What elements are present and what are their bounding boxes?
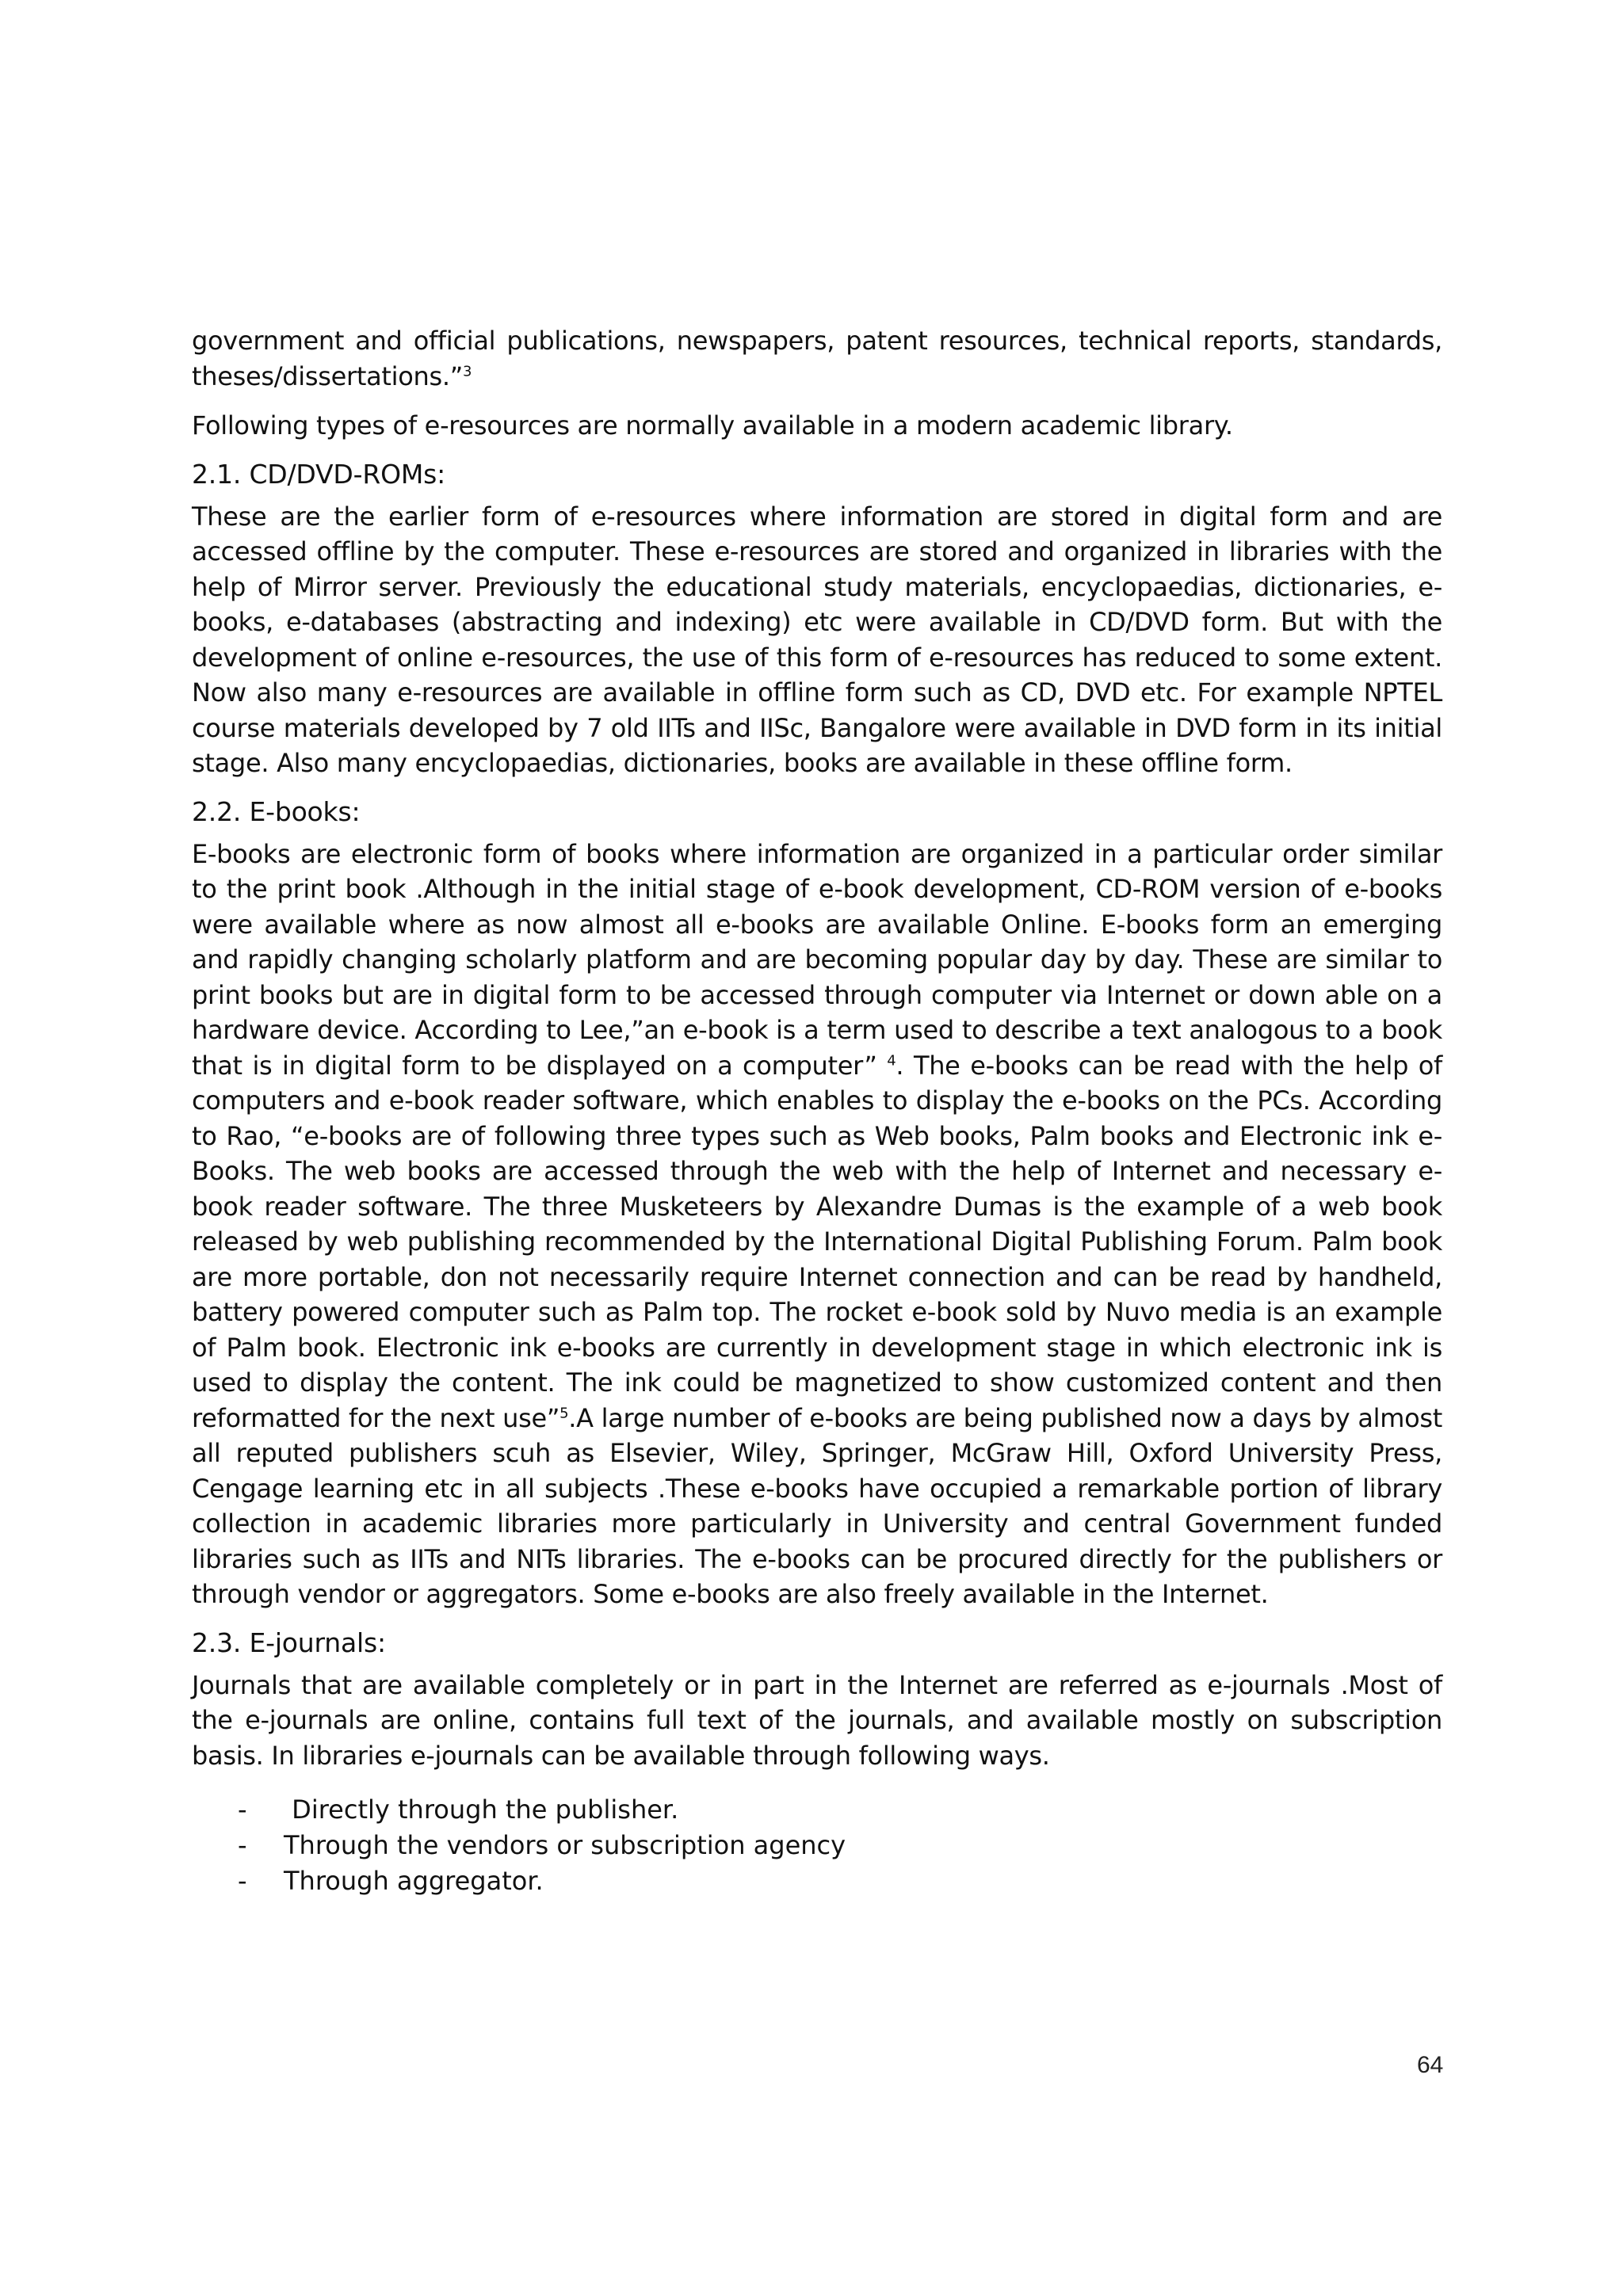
section-body-ebooks: E-books are electronic form of books where information are organized in a particular order similar to the print book .Although in the initial stage of e-book development, CD-ROM version of e-books were available where as now almost all e-books are available Online. E-books form an emerging and rapidly changing scholarly platform and are becoming popular day by day. These are similar to print books but are in digital form to be accessed through computer via Internet or down able on a hardware device. According to Lee,”an e-book is a term used to describe a text analogous to a book that is in digital form to be displayed on a computer” $^4$. The e-books can be read with the help of computers and e-book reader software, which enables to display the e-books on the PCs. According to Rao, “e-books are of following three types such as Web books, Palm books and Electronic ink e-Books. The web books are accessed through the web with the help of Internet and necessary e-book reader software. The three Musketeers by Alexandre Dumas is the example of a web book released by web publishing recommended by the International Digital Publishing Forum. Palm book are more portable, don not necessarily require Internet connection and can be read by handheld, battery powered computer such as Palm top. The rocket e-book sold by Nuvo media is an example of Palm book. Electronic ink e-books are currently in development stage in which electronic ink is used to display the content. The ink could be magnetized to show customized content and then reformatted for the next use”$^5$.A large number of e-books are being published now a days by almost all reputed publishers scuh as Elsevier, Wiley, Springer, McGraw Hill, Oxford University Press, Cengage learning etc in all subjects .These e-books have occupied a remarkable portion of library collection in academic libraries more particularly in University and central Government funded libraries such as IITs and NITs libraries. The e-books can be procured directly for the publishers or through vendor or aggregators. Some e-books are also freely available in the Internet. xyxy=(192,838,1442,1609)
list-item: - Through the vendors or subscription agency xyxy=(192,1828,1442,1863)
page-content xyxy=(192,323,1442,1899)
dash-bullet: - xyxy=(238,1830,247,1860)
footnote-ref: 3 xyxy=(463,362,472,379)
section-body-ejournals: Journals that are available completely or in part in the Internet are referred as e-journals .Most of the e-journals are online, contains full text of the journals, and available mostly on subscription basis. In libraries e-journals can be available through following ways. xyxy=(192,1669,1442,1771)
lead-paragraph: Following types of e-resources are normally available in a modern academic library. xyxy=(192,410,1233,441)
list-item: - Through aggregator. xyxy=(192,1863,1442,1899)
section-heading-cd-dvd: 2.1. CD/DVD-ROMs: xyxy=(192,458,446,490)
page-number: 64 xyxy=(1417,2052,1444,2078)
intro-paragraph: government and official publications, newspapers, patent resources, technical reports, standards, theses/dissertations.”$^3$ xyxy=(192,326,1442,391)
access-ways-list xyxy=(192,1792,1442,1899)
section-heading-ejournals: 2.3. E-journals: xyxy=(192,1627,386,1658)
footnote-ref: 4 xyxy=(887,1051,896,1069)
section-heading-ebooks: 2.2. E-books: xyxy=(192,795,361,827)
footnote-ref: 5 xyxy=(559,1404,569,1421)
section-body-cd-dvd: These are the earlier form of e-resources where information are stored in digital form and are accessed offline by the computer. These e-resources are stored and organized in libraries with the help of Mirror server. Previously the educational study materials, encyclopaedias, dictionaries, e-books, e-databases (abstracting and indexing) etc were available in CD/DVD form. But with the development of online e-resources, the use of this form of e-resources has reduced to some extent. Now also many e-resources are available in offline form such as CD, DVD etc. For example NPTEL course materials developed by 7 old IITs and IISc, Bangalore were available in DVD form in its initial stage. Also many encyclopaedias, dictionaries, books are available in these offline form. xyxy=(192,501,1442,778)
dash-bullet: - xyxy=(238,1866,247,1896)
list-item: - Directly through the publisher. xyxy=(192,1792,1442,1828)
dash-bullet: - xyxy=(238,1794,247,1825)
